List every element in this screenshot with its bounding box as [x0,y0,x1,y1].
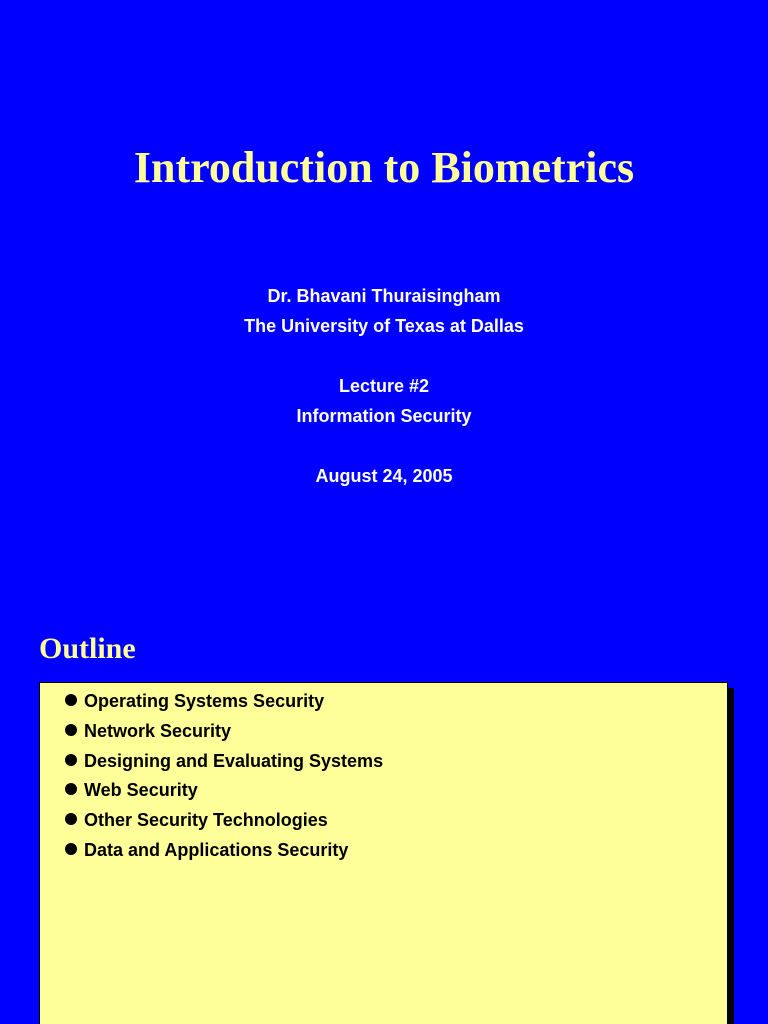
outline-item [64,688,383,718]
subtitle-block [0,281,768,491]
author-name: Dr. Bhavani Thuraisingham [267,286,501,306]
author-affiliation: The University of Texas at Dallas [244,316,524,336]
outline-item [64,807,383,837]
outline-item [64,777,383,807]
outline-box [39,682,728,1024]
spacer [0,341,768,371]
outline-item [64,837,383,867]
outline-item-label: Data and Applications Security [84,839,349,860]
bullet-icon [65,754,77,766]
slide-title: Introduction to Biometrics [133,143,635,192]
outline-item [64,718,383,748]
outline-item [64,748,383,778]
lecture-date: August 24, 2005 [315,466,453,486]
lecture-number: Lecture #2 [338,376,430,396]
spacer [0,431,768,461]
outline-item-label: Network Security [84,720,232,741]
outline-item-label: Designing and Evaluating Systems [84,750,384,771]
outline-heading: Outline [39,632,136,665]
lecture-topic: Information Security [296,406,472,426]
bullet-icon [65,843,77,855]
outline-item-label: Web Security [84,780,198,801]
bullet-icon [65,724,77,736]
outline-list [64,688,383,867]
bullet-icon [65,783,77,795]
outline-item-label: Other Security Technologies [84,810,328,831]
bullet-icon [65,813,77,825]
outline-item-label: Operating Systems Security [84,691,325,711]
bullet-icon [65,694,77,706]
